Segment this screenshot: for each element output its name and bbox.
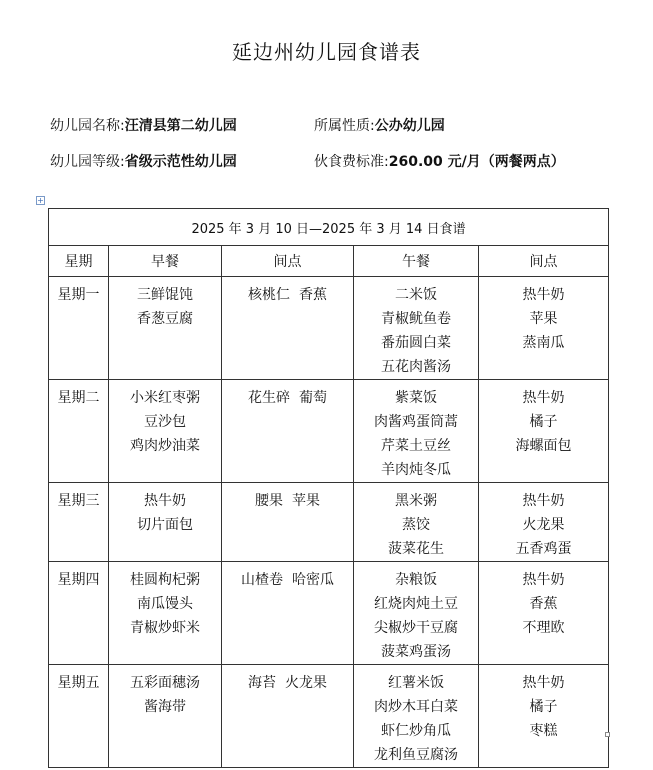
menu-item: 黑米粥 xyxy=(395,493,437,509)
menu-item: 红烧肉炖土豆 xyxy=(374,596,458,612)
snack-morning-cell xyxy=(222,562,354,665)
table-row xyxy=(49,380,609,483)
weekday-cell xyxy=(49,562,109,665)
menu-item: 红薯米饭 xyxy=(388,675,444,691)
menu-item: 热牛奶 xyxy=(522,675,565,691)
table-move-handle-icon[interactable]: + xyxy=(37,196,44,205)
menu-item: 二米饭 xyxy=(395,287,437,303)
weekday-cell xyxy=(49,380,109,483)
header-snack-morning: 间点 xyxy=(222,246,354,277)
menu-item: 枣糕 xyxy=(529,723,558,739)
menu-item: 核桃仁 香蕉 xyxy=(248,287,327,303)
table-row xyxy=(49,483,609,562)
weekday-label: 星期五 xyxy=(57,675,100,691)
header-weekday: 星期 xyxy=(49,246,109,277)
meal-fee-value: 260.00 元/月（两餐两点） xyxy=(388,154,565,170)
lunch-cell xyxy=(354,562,479,665)
menu-item: 蒸南瓜 xyxy=(522,335,565,351)
menu-item: 芹菜土豆丝 xyxy=(381,438,451,454)
menu-item: 肉炒木耳白菜 xyxy=(374,699,458,715)
menu-item: 香葱豆腐 xyxy=(137,311,193,327)
menu-item: 青椒鱿鱼卷 xyxy=(381,311,451,327)
header-breakfast: 早餐 xyxy=(109,246,222,277)
lunch-cell xyxy=(354,665,479,768)
kindergarten-nature xyxy=(314,115,445,135)
menu-item: 花生碎 葡萄 xyxy=(248,390,327,406)
snack-afternoon-cell xyxy=(479,483,609,562)
weekday-cell xyxy=(49,277,109,380)
kindergarten-nature-value: 公办幼儿园 xyxy=(374,118,445,134)
table-caption-row xyxy=(49,209,609,246)
menu-item: 海螺面包 xyxy=(515,438,572,454)
menu-item: 紫菜饭 xyxy=(395,390,437,406)
menu-item: 肉酱鸡蛋筒蒿 xyxy=(374,414,458,430)
menu-item: 切片面包 xyxy=(137,517,193,533)
menu-item: 五彩面穗汤 xyxy=(130,675,200,691)
snack-morning-cell xyxy=(222,277,354,380)
menu-item: 热牛奶 xyxy=(144,493,186,509)
menu-item: 火龙果 xyxy=(522,517,565,533)
menu-item: 五香鸡蛋 xyxy=(515,541,572,557)
menu-item: 热牛奶 xyxy=(522,287,565,303)
menu-item: 尖椒炒干豆腐 xyxy=(374,620,458,636)
breakfast-cell xyxy=(109,483,222,562)
menu-item: 苹果 xyxy=(529,311,558,327)
menu-item: 海苔 火龙果 xyxy=(248,675,327,691)
table-caption: 2025 年 3 月 10 日—2025 年 3 月 14 日食谱 xyxy=(49,209,609,246)
meal-fee-label: 伙食费标准: xyxy=(314,154,389,170)
page-title: 延边州幼儿园食谱表 xyxy=(232,40,421,64)
breakfast-cell xyxy=(109,562,222,665)
menu-item: 杂粮饭 xyxy=(395,572,437,588)
menu-item: 虾仁炒角瓜 xyxy=(381,723,451,739)
snack-afternoon-cell xyxy=(479,665,609,768)
weekday-label: 星期二 xyxy=(57,390,100,406)
weekday-label: 星期一 xyxy=(57,287,100,303)
snack-afternoon-cell xyxy=(479,562,609,665)
lunch-cell xyxy=(354,483,479,562)
lunch-cell xyxy=(354,380,479,483)
menu-item: 不理欧 xyxy=(522,620,565,636)
menu-item: 鸡肉炒油菜 xyxy=(130,438,200,454)
menu-item: 豆沙包 xyxy=(144,414,186,430)
menu-item: 菠菜花生 xyxy=(388,541,444,557)
menu-item: 酱海带 xyxy=(144,699,186,715)
menu-item: 热牛奶 xyxy=(522,390,565,406)
table-row xyxy=(49,277,609,380)
menu-item: 五花肉酱汤 xyxy=(381,359,451,375)
weekday-label: 星期四 xyxy=(57,572,100,588)
menu-item: 热牛奶 xyxy=(522,493,565,509)
table-row xyxy=(49,562,609,665)
lunch-cell xyxy=(354,277,479,380)
menu-item: 龙利鱼豆腐汤 xyxy=(374,747,458,763)
header-snack-afternoon: 间点 xyxy=(479,246,609,277)
menu-item: 三鲜馄饨 xyxy=(137,287,193,303)
breakfast-cell xyxy=(109,277,222,380)
weekday-cell xyxy=(49,665,109,768)
kindergarten-nature-label: 所属性质: xyxy=(314,118,375,134)
menu-item: 香蕉 xyxy=(529,596,558,612)
menu-item: 腰果 苹果 xyxy=(255,493,320,509)
menu-item: 桂圆枸杞粥 xyxy=(130,572,200,588)
header-lunch: 午餐 xyxy=(354,246,479,277)
menu-item: 山楂卷 哈密瓜 xyxy=(241,572,334,588)
menu-item: 橘子 xyxy=(529,699,558,715)
kindergarten-level-value: 省级示范性幼儿园 xyxy=(124,154,237,170)
table-resize-handle[interactable] xyxy=(605,732,610,737)
snack-afternoon-cell xyxy=(479,277,609,380)
kindergarten-name xyxy=(50,115,237,135)
snack-afternoon-cell xyxy=(479,380,609,483)
breakfast-cell xyxy=(109,665,222,768)
weekday-cell xyxy=(49,483,109,562)
snack-morning-cell xyxy=(222,483,354,562)
menu-item: 羊肉炖冬瓜 xyxy=(381,462,451,478)
table-row xyxy=(49,665,609,768)
menu-item: 番茄圆白菜 xyxy=(381,335,451,351)
menu-item: 热牛奶 xyxy=(522,572,565,588)
menu-item: 菠菜鸡蛋汤 xyxy=(381,644,451,660)
kindergarten-name-value: 汪清县第二幼儿园 xyxy=(124,118,237,134)
kindergarten-name-label: 幼儿园名称: xyxy=(50,118,125,134)
breakfast-cell xyxy=(109,380,222,483)
menu-item: 南瓜馒头 xyxy=(137,596,193,612)
kindergarten-level-label: 幼儿园等级: xyxy=(50,154,125,170)
menu-item: 橘子 xyxy=(529,414,558,430)
kindergarten-level xyxy=(50,151,237,171)
menu-item: 青椒炒虾米 xyxy=(130,620,200,636)
meal-fee-standard xyxy=(314,151,565,171)
menu-table xyxy=(48,208,609,768)
weekday-label: 星期三 xyxy=(57,493,100,509)
menu-item: 小米红枣粥 xyxy=(130,390,200,406)
menu-item: 蒸饺 xyxy=(402,517,430,533)
snack-morning-cell xyxy=(222,380,354,483)
snack-morning-cell xyxy=(222,665,354,768)
table-header-row xyxy=(49,246,609,277)
